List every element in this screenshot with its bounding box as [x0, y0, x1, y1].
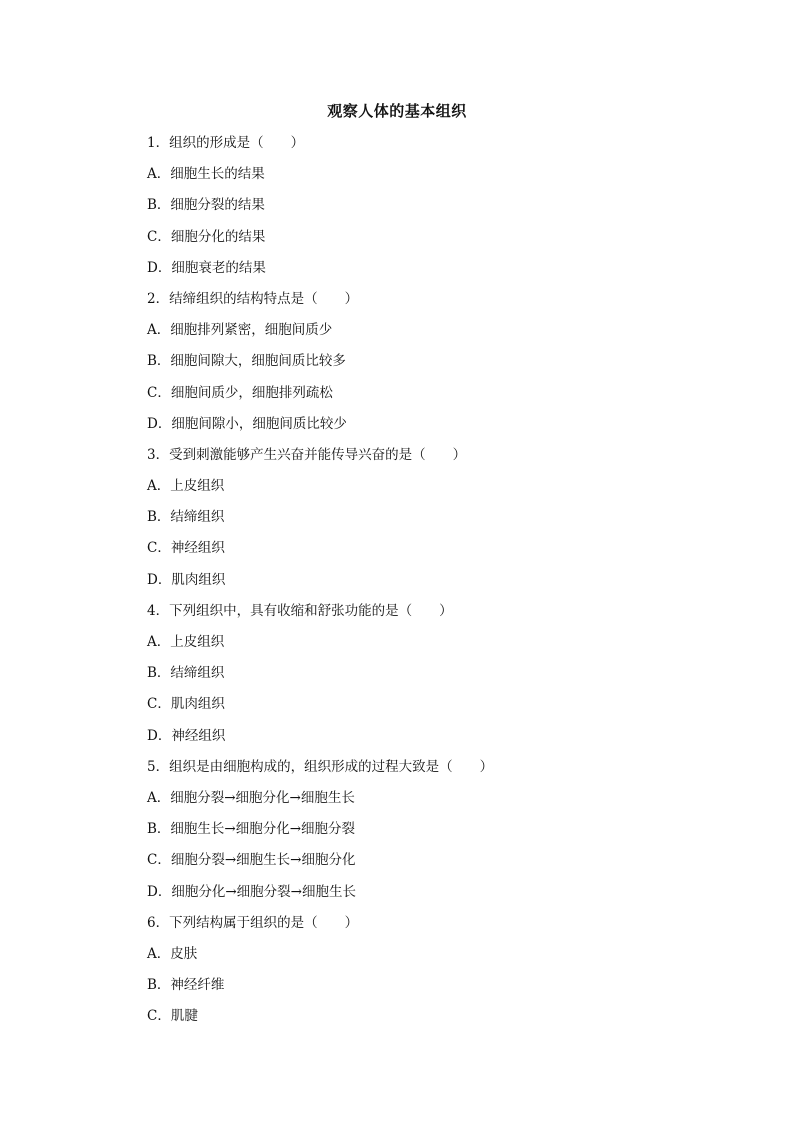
option-letter: A． — [147, 478, 171, 495]
question-text: 组织的形成是（ ） — [169, 135, 305, 151]
option-line — [147, 413, 667, 444]
option-line — [147, 506, 667, 537]
question-number: 1． — [147, 135, 170, 151]
option-text: 细胞间隙大，细胞间质比较多 — [170, 353, 346, 370]
option-letter: C． — [147, 1008, 171, 1025]
option-line — [147, 662, 667, 693]
option-text: 细胞分化→细胞分裂→细胞生长 — [171, 883, 356, 900]
option-text: 细胞间隙小，细胞间质比较少 — [171, 415, 347, 432]
option-text: 上皮组织 — [170, 634, 225, 650]
option-letter: A． — [147, 634, 171, 650]
question-text: 结缔组织的结构特点是（ ） — [169, 290, 359, 307]
option-letter: B． — [147, 665, 171, 682]
option-letter: A． — [147, 166, 171, 183]
option-line — [147, 974, 667, 1005]
option-text: 细胞分裂→细胞分化→细胞生长 — [170, 789, 355, 806]
question-stem — [147, 132, 667, 163]
option-text: 细胞间质少，细胞排列疏松 — [170, 384, 333, 401]
option-line — [147, 881, 667, 912]
question-text: 受到刺激能够产生兴奋并能传导兴奋的是（ ） — [169, 446, 467, 463]
option-letter: B． — [147, 977, 171, 994]
option-line — [147, 818, 667, 849]
option-line — [147, 194, 667, 225]
question-stem — [147, 756, 667, 787]
option-text: 细胞生长→细胞分化→细胞分裂 — [170, 821, 356, 838]
option-text: 细胞生长的结果 — [170, 166, 265, 183]
option-text: 结缔组织 — [170, 665, 225, 682]
question-stem — [147, 600, 667, 631]
option-text: 细胞分裂的结果 — [170, 197, 265, 214]
question-number: 4． — [147, 602, 170, 619]
option-text: 上皮组织 — [170, 478, 225, 495]
question-text: 下列结构属于组织的是（ ） — [169, 914, 359, 931]
option-text: 细胞分化的结果 — [170, 228, 266, 245]
option-line — [147, 569, 667, 600]
option-text: 神经组织 — [170, 540, 225, 557]
option-letter: C． — [147, 384, 171, 401]
question-stem — [147, 444, 667, 475]
option-text: 肌腱 — [170, 1008, 198, 1025]
option-text: 细胞衰老的结果 — [171, 259, 266, 276]
option-letter: A． — [147, 789, 171, 806]
question-list — [147, 132, 667, 1036]
question-number: 5． — [147, 758, 170, 775]
option-line — [147, 1005, 667, 1036]
option-line — [147, 382, 667, 413]
question-stem — [147, 912, 667, 943]
option-text: 细胞排列紧密，细胞间质少 — [170, 322, 333, 339]
option-text: 皮肤 — [170, 945, 198, 962]
option-text: 神经纤维 — [170, 977, 225, 994]
option-letter: D． — [147, 727, 172, 744]
question-stem — [147, 288, 667, 319]
option-line — [147, 226, 667, 257]
option-line — [147, 693, 667, 724]
option-line — [147, 631, 667, 662]
option-text: 结缔组织 — [170, 509, 225, 526]
page-title: 观察人体的基本组织 — [327, 102, 467, 120]
question-text: 组织是由细胞构成的，组织形成的过程大致是（ ） — [169, 758, 494, 775]
option-letter: B． — [147, 353, 171, 370]
option-letter: B． — [147, 509, 171, 526]
option-letter: D． — [147, 571, 172, 588]
option-line — [147, 319, 667, 350]
option-line — [147, 163, 667, 194]
option-text: 神经组织 — [171, 727, 226, 744]
option-letter: A． — [147, 322, 171, 339]
option-text: 肌肉组织 — [171, 571, 226, 588]
option-line — [147, 725, 667, 756]
option-letter: B． — [147, 197, 171, 214]
option-line — [147, 475, 667, 506]
question-number: 6． — [147, 914, 170, 931]
option-text: 细胞分裂→细胞生长→细胞分化 — [170, 852, 356, 869]
option-line — [147, 849, 667, 880]
question-number: 2． — [147, 290, 170, 307]
option-letter: D． — [147, 415, 172, 432]
option-line — [147, 787, 667, 818]
option-line — [147, 943, 667, 974]
option-letter: C． — [147, 540, 171, 557]
option-letter: A． — [147, 945, 171, 962]
option-text: 肌肉组织 — [170, 696, 225, 713]
option-letter: C． — [147, 228, 171, 245]
option-line — [147, 350, 667, 381]
option-letter: D． — [147, 259, 172, 276]
option-letter: D． — [147, 883, 172, 900]
option-letter: C． — [147, 852, 171, 869]
option-letter: C． — [147, 696, 171, 713]
option-letter: B． — [147, 821, 171, 838]
option-line — [147, 537, 667, 568]
question-number: 3． — [147, 446, 170, 463]
question-text: 下列组织中，具有收缩和舒张功能的是（ ） — [169, 602, 453, 619]
option-line — [147, 257, 667, 288]
